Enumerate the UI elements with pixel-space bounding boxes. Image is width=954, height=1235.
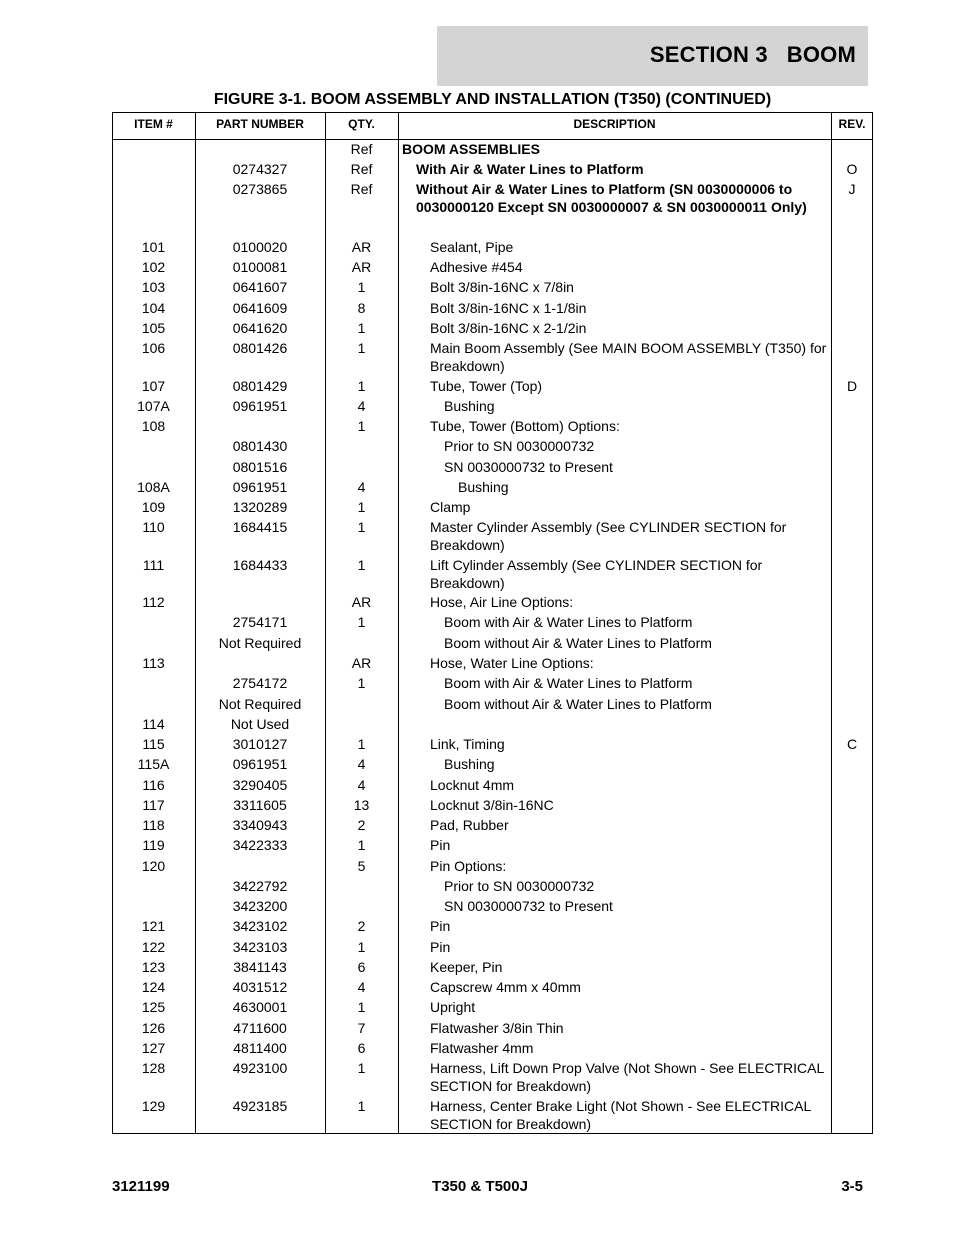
item-number: 107: [141, 378, 166, 394]
description: Main Boom Assembly (See MAIN BOOM ASSEMBLY (T350) for Breakdown): [430, 340, 827, 374]
item-number: 128: [141, 1060, 166, 1076]
footer-page-number: 3-5: [841, 1178, 863, 1195]
table-row: [112, 498, 873, 518]
table-row: [112, 836, 873, 856]
item-number: 112: [142, 594, 165, 610]
table-row: [112, 278, 873, 298]
table-row: [112, 1019, 873, 1039]
description: Capscrew 4mm x 40mm: [430, 979, 581, 995]
quantity: 4: [357, 479, 366, 495]
description: Link, Timing: [430, 736, 505, 752]
table-row: [112, 140, 873, 160]
table-row: [112, 897, 873, 917]
part-number: 2754172: [232, 675, 288, 691]
revision: O: [846, 161, 858, 177]
table-row: [112, 478, 873, 498]
part-number: Not Required: [218, 696, 302, 712]
item-number: 115A: [137, 756, 170, 772]
table-row: [112, 654, 873, 674]
quantity: 1: [357, 499, 366, 515]
table-row: [112, 397, 873, 417]
table-row: [112, 556, 873, 591]
part-number: 0801430: [232, 438, 288, 454]
description: Prior to SN 0030000732: [444, 878, 595, 894]
table-row: [112, 917, 873, 937]
item-number: 123: [141, 959, 166, 975]
description: Master Cylinder Assembly (See CYLINDER SECTION for Breakdown): [430, 519, 787, 553]
quantity: 1: [357, 1060, 366, 1076]
part-number: Not Required: [218, 635, 302, 651]
section-banner: [437, 26, 868, 86]
description: Bushing: [444, 398, 495, 414]
quantity: 4: [357, 777, 366, 793]
part-number: 1684433: [232, 557, 288, 573]
item-number: 102: [141, 259, 166, 275]
description: Lift Cylinder Assembly (See CYLINDER SECTION for Breakdown): [430, 557, 763, 591]
description: Bolt 3/8in-16NC x 1-1/8in: [430, 300, 587, 316]
description: Pin: [430, 939, 451, 955]
part-number: 3423102: [232, 918, 288, 934]
table-row: [112, 417, 873, 437]
table-row: [112, 319, 873, 339]
part-number: 0641620: [232, 320, 288, 336]
table-row: [112, 518, 873, 553]
table-row: [112, 437, 873, 457]
quantity: 7: [357, 1020, 366, 1036]
quantity: 6: [357, 1040, 366, 1056]
part-number: 3841143: [233, 959, 287, 975]
part-number: 3290405: [232, 777, 288, 793]
quantity: 1: [357, 418, 366, 434]
description: With Air & Water Lines to Platform: [416, 161, 644, 177]
description: Pad, Rubber: [430, 817, 509, 833]
table-row: [112, 593, 873, 613]
part-number: 0100081: [232, 259, 288, 275]
table-row: [112, 1039, 873, 1059]
item-number: 120: [141, 858, 166, 874]
item-number: 118: [142, 817, 165, 833]
quantity: 4: [357, 979, 366, 995]
quantity: AR: [351, 259, 372, 275]
item-number: 110: [142, 519, 165, 535]
description: Prior to SN 0030000732: [444, 438, 595, 454]
part-number: 3340943: [232, 817, 288, 833]
part-number: 0641607: [232, 279, 288, 295]
table-row: [112, 180, 873, 215]
description: Boom with Air & Water Lines to Platform: [444, 675, 693, 691]
table-row: [112, 160, 873, 180]
table-row: [112, 755, 873, 775]
description: Pin: [430, 837, 451, 853]
table-row: [112, 877, 873, 897]
part-number: 1684415: [232, 519, 288, 535]
quantity: 2: [357, 918, 366, 934]
figure-title: FIGURE 3-1. BOOM ASSEMBLY AND INSTALLATION (T350) (CONTINUED): [213, 91, 772, 108]
quantity: 2: [357, 817, 366, 833]
description: Bushing: [458, 479, 509, 495]
item-number: 106: [141, 340, 166, 356]
col-header-part: PART NUMBER: [216, 117, 304, 131]
section-title: SECTION 3 BOOM: [649, 42, 856, 67]
table-row: [112, 238, 873, 258]
col-header-qty: QTY.: [348, 117, 375, 131]
description: Harness, Center Brake Light (Not Shown - See ELECTRICAL SECTION for Breakdown): [430, 1098, 811, 1132]
item-number: 127: [141, 1040, 166, 1056]
quantity: 1: [357, 519, 366, 535]
table-row: [112, 958, 873, 978]
part-number: 0801426: [232, 340, 288, 356]
quantity: 1: [357, 675, 366, 691]
table-row: [112, 613, 873, 633]
part-number: 4923100: [232, 1060, 288, 1076]
quantity: 1: [357, 837, 366, 853]
part-number: 1320289: [232, 499, 288, 515]
quantity: 1: [357, 279, 366, 295]
description: SN 0030000732 to Present: [444, 459, 613, 475]
item-number: 121: [141, 918, 166, 934]
item-number: 117: [142, 797, 165, 813]
description: Boom without Air & Water Lines to Platform: [444, 696, 712, 712]
item-number: 124: [141, 979, 166, 995]
item-number: 115: [142, 736, 165, 752]
item-number: 107A: [137, 398, 170, 414]
item-number: 129: [141, 1098, 166, 1114]
description: Bolt 3/8in-16NC x 7/8in: [430, 279, 574, 295]
part-number: 3422792: [232, 878, 288, 894]
description: SN 0030000732 to Present: [444, 898, 613, 914]
table-row: [112, 377, 873, 397]
table-row: [112, 816, 873, 836]
quantity: 1: [357, 939, 366, 955]
description: Flatwasher 3/8in Thin: [430, 1020, 564, 1036]
quantity: 1: [357, 614, 366, 630]
item-number: 126: [141, 1020, 166, 1036]
item-number: 119: [142, 837, 165, 853]
item-number: 113: [142, 655, 165, 671]
description: Hose, Air Line Options:: [430, 594, 574, 610]
description: Sealant, Pipe: [430, 239, 514, 255]
part-number: 2754171: [232, 614, 288, 630]
item-number: 101: [141, 239, 166, 255]
table-row: [112, 1097, 873, 1132]
quantity: 5: [357, 858, 366, 874]
table-row: [112, 998, 873, 1018]
quantity: 13: [353, 797, 370, 813]
description: Boom without Air & Water Lines to Platform: [444, 635, 712, 651]
table-row: [112, 258, 873, 278]
quantity: 1: [357, 378, 366, 394]
quantity: AR: [351, 239, 372, 255]
part-number: 0961951: [232, 756, 288, 772]
table-row: [112, 458, 873, 478]
description: Without Air & Water Lines to Platform (SN 0030000006 to 0030000120 Except SN 0030000007 & SN 0030000011 Only): [416, 181, 807, 215]
quantity: 1: [357, 557, 366, 573]
item-number: 108A: [137, 479, 170, 495]
quantity: 6: [357, 959, 366, 975]
item-number: 108: [141, 418, 166, 434]
part-number: 3422333: [232, 837, 288, 853]
description: Tube, Tower (Bottom) Options:: [430, 418, 620, 434]
quantity: AR: [351, 594, 372, 610]
table-row: [112, 674, 873, 694]
table-row: [112, 776, 873, 796]
quantity: 1: [357, 320, 366, 336]
item-number: 105: [141, 320, 166, 336]
footer-model: T350 & T500J: [432, 1178, 528, 1195]
description: Bushing: [444, 756, 495, 772]
part-number: 0641609: [232, 300, 288, 316]
part-number: 4711600: [233, 1020, 287, 1036]
col-header-rev: REV.: [838, 117, 866, 131]
part-number: 4923185: [232, 1098, 288, 1114]
description: Tube, Tower (Top): [430, 378, 543, 394]
quantity: 4: [357, 756, 366, 772]
table-row: [112, 299, 873, 319]
description: Adhesive #454: [430, 259, 523, 275]
part-number: 0801516: [232, 459, 288, 475]
table-row: [112, 857, 873, 877]
quantity: Ref: [350, 141, 373, 157]
description: Bolt 3/8in-16NC x 2-1/2in: [430, 320, 587, 336]
table-row: [112, 339, 873, 374]
revision: D: [846, 378, 858, 394]
table-row: [112, 1059, 873, 1094]
col-header-description: DESCRIPTION: [573, 117, 656, 131]
col-header-item: ITEM #: [134, 117, 173, 131]
part-number: 3311605: [233, 797, 287, 813]
quantity: 1: [357, 736, 366, 752]
description: Locknut 3/8in-16NC: [430, 797, 554, 813]
item-number: 125: [141, 999, 166, 1015]
description: Pin: [430, 918, 451, 934]
description: Upright: [430, 999, 476, 1015]
part-number: 0801429: [232, 378, 288, 394]
quantity: Ref: [350, 181, 373, 197]
part-number: 0961951: [232, 479, 288, 495]
table-row: [112, 938, 873, 958]
part-number: 0273865: [232, 181, 288, 197]
item-number: 111: [142, 557, 165, 573]
item-number: 103: [141, 279, 166, 295]
description: Flatwasher 4mm: [430, 1040, 534, 1056]
quantity: 4: [357, 398, 366, 414]
table-row: [112, 634, 873, 654]
table-row: [112, 695, 873, 715]
quantity: AR: [351, 655, 372, 671]
description: Boom with Air & Water Lines to Platform: [444, 614, 693, 630]
table-row: [112, 796, 873, 816]
part-number: 4031512: [232, 979, 288, 995]
part-number: 0274327: [232, 161, 288, 177]
item-number: 114: [142, 716, 165, 732]
part-number: 3423103: [232, 939, 288, 955]
part-number: Not Used: [230, 716, 290, 732]
item-number: 104: [141, 300, 166, 316]
table-row: [112, 715, 873, 735]
revision: J: [848, 181, 856, 197]
quantity: 1: [357, 340, 366, 356]
description: BOOM ASSEMBLIES: [402, 141, 540, 157]
item-number: 109: [141, 499, 166, 515]
description: Pin Options:: [430, 858, 507, 874]
description: Hose, Water Line Options:: [430, 655, 594, 671]
quantity: Ref: [350, 161, 373, 177]
item-number: 116: [142, 777, 165, 793]
quantity: 1: [357, 999, 366, 1015]
description: Harness, Lift Down Prop Valve (Not Shown - See ELECTRICAL SECTION for Breakdown): [430, 1060, 824, 1094]
description: Locknut 4mm: [430, 777, 515, 793]
part-number: 0100020: [232, 239, 288, 255]
table-row: [112, 735, 873, 755]
item-number: 122: [141, 939, 166, 955]
revision: C: [846, 736, 858, 752]
part-number: 3010127: [232, 736, 288, 752]
table-row: [112, 978, 873, 998]
description: Clamp: [430, 499, 471, 515]
footer-doc-number: 3121199: [112, 1178, 170, 1195]
part-number: 4811400: [233, 1040, 287, 1056]
part-number: 3423200: [232, 898, 288, 914]
part-number: 0961951: [232, 398, 288, 414]
part-number: 4630001: [232, 999, 288, 1015]
quantity: 8: [357, 300, 366, 316]
description: Keeper, Pin: [430, 959, 503, 975]
quantity: 1: [357, 1098, 366, 1114]
